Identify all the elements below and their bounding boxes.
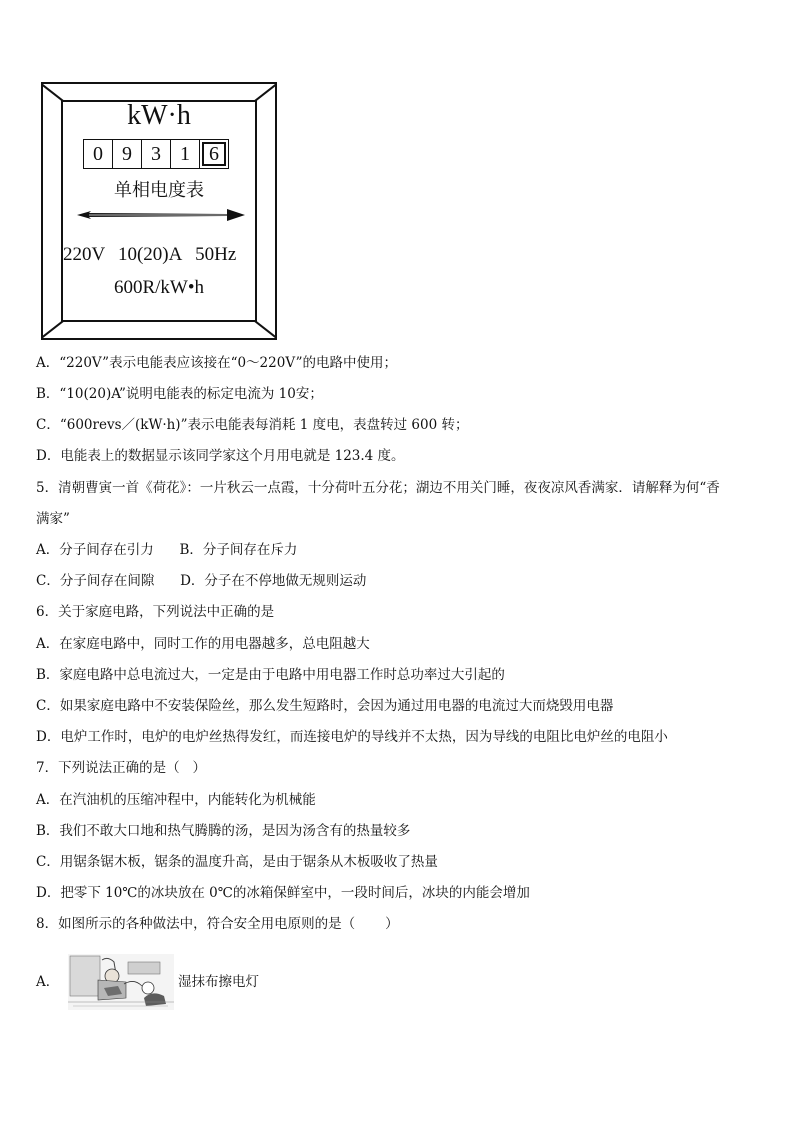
q8-option-a-label: A． xyxy=(36,974,60,990)
meter-digit: 1 xyxy=(171,140,200,168)
meter-unit-label: kW·h xyxy=(127,100,191,131)
meter-rev-rate: 600R/kW•h xyxy=(113,277,205,298)
q5-options-ab: A．分子间存在引力 B．分子间存在斥力 xyxy=(36,542,298,558)
spec-voltage: 220V xyxy=(63,244,106,265)
q5-stem-line-2: 满家” xyxy=(36,511,70,527)
q4-option-a: A．“220V”表示电能表应该接在“0～220V”的电路中使用； xyxy=(36,355,397,371)
meter-name: 单相电度表 xyxy=(114,180,204,201)
spec-current: 10(20)A xyxy=(117,244,183,265)
q5-options-cd: C．分子间存在间隙 D．分子在不停地做无规则运动 xyxy=(36,573,367,589)
meter-digit: 0 xyxy=(84,140,113,168)
q6-option-a: A．在家庭电路中，同时工作的用电器越多，总电阻越大 xyxy=(36,636,370,652)
q6-option-b: B．家庭电路中总电流过大，一定是由于电路中用电器工作时总功率过大引起的 xyxy=(36,667,505,683)
frame-corner xyxy=(255,320,277,338)
wet-cloth-lamp-illustration xyxy=(68,954,174,1010)
q8-option-a-caption: 湿抹布擦电灯 xyxy=(178,974,259,990)
meter-digit-display xyxy=(83,139,229,169)
spec-frequency: 50Hz xyxy=(195,244,237,265)
q6-stem: 6．关于家庭电路，下列说法中正确的是 xyxy=(36,604,275,620)
q7-option-c: C．用锯条锯木板，锯条的温度升高，是由于锯条从木板吸收了热量 xyxy=(36,854,438,870)
meter-specs xyxy=(63,244,244,266)
q7-option-a: A．在汽油机的压缩冲程中，内能转化为机械能 xyxy=(36,792,316,808)
electricity-meter-figure xyxy=(41,82,277,340)
q7-option-b: B．我们不敢大口地和热气腾腾的汤，是因为汤含有的热量较多 xyxy=(36,823,411,839)
frame-corner xyxy=(42,320,64,338)
frame-corner xyxy=(42,84,64,102)
arrow-icon xyxy=(77,208,247,222)
q6-option-c: C．如果家庭电路中不安装保险丝，那么发生短路时，会因为通过用电器的电流过大而烧毁用电器 xyxy=(36,698,614,714)
q8-stem: 8．如图所示的各种做法中，符合安全用电原则的是（ ） xyxy=(36,916,399,932)
meter-digit: 9 xyxy=(113,140,142,168)
q7-option-d: D．把零下 10℃的冰块放在 0℃的冰箱保鲜室中，一段时间后，冰块的内能会增加 xyxy=(36,885,530,901)
q5-stem-line-1: 5．清朝曹寅一首《荷花》：一片秋云一点霞，十分荷叶五分花；湖边不用关门睡，夜夜凉风香满家．请解释为何“香 xyxy=(36,480,720,496)
q6-option-d: D．电炉工作时，电炉的电炉丝热得发红，而连接电炉的导线并不太热，因为导线的电阻比电炉丝的电阻小 xyxy=(36,729,668,745)
q4-option-b: B．“10(20)A”说明电能表的标定电流为 10安； xyxy=(36,386,323,402)
frame-corner xyxy=(255,84,277,102)
meter-digit: 3 xyxy=(142,140,171,168)
q4-option-c: C．“600revs／(kW·h)”表示电能表每消耗 1 度电，表盘转过 600 转； xyxy=(36,417,469,433)
meter-digit-decimal: 6 xyxy=(200,140,228,168)
q4-option-d: D．电能表上的数据显示该同学家这个月用电就是 123.4 度。 xyxy=(36,448,405,464)
q7-stem: 7．下列说法正确的是（ ） xyxy=(36,760,206,776)
